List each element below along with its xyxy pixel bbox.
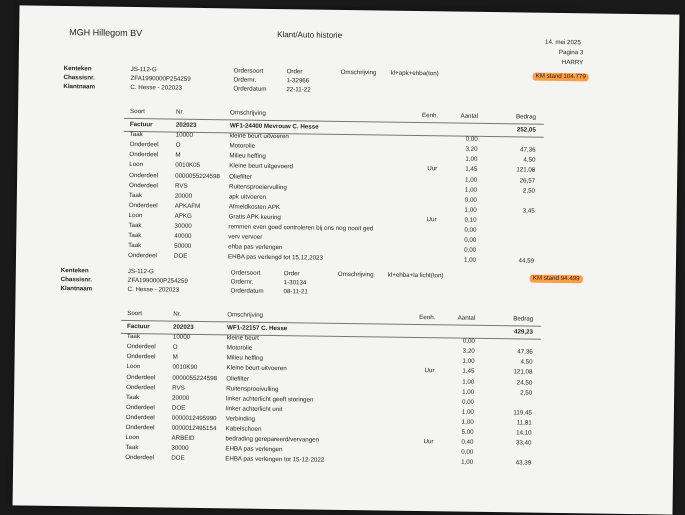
cell-omschrijving: Motorolie <box>229 142 256 150</box>
ordersoort-value: Order <box>286 68 303 76</box>
cell-soort: Onderdeel <box>125 423 155 432</box>
cell-omschrijving: linker achterlicht geeft storingen <box>226 395 314 404</box>
cell-soort: Onderdeel <box>126 373 156 381</box>
cell-omschrijving: Oliefilter <box>226 374 250 383</box>
cell-omschrijving: EHBA pas verlengen <box>225 445 283 454</box>
kenteken-label: Kenteken <box>60 267 89 275</box>
kenteken-label: Kenteken <box>63 65 92 73</box>
cell-nr: 20000 <box>172 394 190 402</box>
cell-soort: Taak <box>129 131 143 139</box>
cell-nr: O <box>172 343 178 351</box>
cell-aantal: 1,00 <box>464 186 478 194</box>
cell-bedrag: 33,40 <box>515 439 532 447</box>
cell-aantal: 3,20 <box>465 145 478 154</box>
cell-omschrijving: Motorolie <box>226 344 253 352</box>
klantnaam-value: C. Hesse - 202023 <box>130 83 183 92</box>
cell-omschrijving: Afmeldkosten APK <box>228 203 281 211</box>
omschrijving-value: kl+apk+ehba(ton) <box>390 69 439 78</box>
cell-omschrijving: Ruitensproeivulling <box>226 384 279 393</box>
cell-omschrijving: Milieu heffing <box>229 152 266 161</box>
cell-nr: 0010K90 <box>172 363 198 372</box>
cell-aantal: 0,00 <box>464 246 477 255</box>
cell-omschrijving: EHBA pas verlengd tot 15,12,2023 <box>227 253 324 262</box>
klantnaam-label: Klantnaam <box>60 285 93 293</box>
omschrijving-value: kl+ehba+la licht(ton) <box>387 271 444 280</box>
col-header-bedrag: Bedrag <box>513 315 534 323</box>
cell-soort: Factuur <box>129 120 153 129</box>
cell-omschrijving: WF1-22157 C. Hesse <box>226 324 288 333</box>
cell-eenh: Uur <box>427 165 438 173</box>
kenteken-value: JS-112-G <box>130 65 157 74</box>
col-header-aantal: Aantal <box>457 314 476 322</box>
cell-omschrijving: Kabelschoen <box>225 425 262 433</box>
cell-soort: Taak <box>126 393 140 401</box>
ordersoort-label: Ordersoort <box>230 269 261 277</box>
document-page <box>13 5 680 514</box>
cell-soort: Taak <box>125 444 139 452</box>
cell-bedrag: 4,50 <box>520 358 533 366</box>
cell-soort: Onderdeel <box>126 353 156 361</box>
klantnaam-value: C. Hesse - 202023 <box>127 285 180 294</box>
cell-nr: DOE <box>171 404 186 412</box>
cell-bedrag: 11,81 <box>516 419 532 427</box>
chassis-label: Chassisnr. <box>60 276 93 284</box>
cell-nr: 0000012495154 <box>171 424 217 433</box>
cell-nr: 202023 <box>172 323 194 331</box>
cell-eenh: Uur <box>423 438 434 446</box>
cell-aantal: 1,00 <box>465 155 478 164</box>
ordersoort-value: Order <box>283 270 300 278</box>
cell-nr: 0000012495990 <box>171 414 217 423</box>
cell-aantal: 1,00 <box>465 176 478 184</box>
cell-soort: Taak <box>128 191 143 199</box>
cell-nr: 10000 <box>172 333 191 341</box>
cell-soort: Onderdeel <box>125 454 155 462</box>
cell-aantal: 0,00 <box>462 337 475 345</box>
cell-omschrijving: kleine beurt <box>226 334 259 342</box>
cell-aantal: 0,00 <box>464 196 477 204</box>
cell-omschrijving: Verbinding <box>225 415 256 423</box>
cell-nr: 30000 <box>171 444 189 453</box>
chassis-label: Chassisnr. <box>63 74 95 82</box>
ordernr-label: Ordernr. <box>233 76 257 84</box>
cell-nr: DOE <box>173 252 188 261</box>
cell-nr: RVS <box>172 384 185 392</box>
page-number: Pagina 3 <box>558 48 584 57</box>
col-header-aantal: Aantal <box>460 112 479 120</box>
cell-soort: Onderdeel <box>128 181 158 189</box>
cell-omschrijving: Oliefilter <box>229 172 252 181</box>
cell-omschrijving: linker achterlicht unit <box>225 405 283 413</box>
cell-nr: 10000 <box>175 131 193 139</box>
cell-omschrijving: ehba pas verlengen <box>228 243 283 252</box>
cell-nr: 0010K05 <box>175 161 201 170</box>
col-header-eenh: Eenh. <box>421 112 439 120</box>
cell-nr: RVS <box>174 182 188 190</box>
cell-bedrag: 14,10 <box>516 429 532 437</box>
cell-aantal: 1,00 <box>462 388 475 396</box>
cell-aantal: 1,00 <box>462 357 475 366</box>
cell-soort: Factuur <box>127 322 150 331</box>
cell-aantal: 1,00 <box>461 418 474 426</box>
cell-nr: M <box>172 353 178 361</box>
ordernr-value: 1-30134 <box>283 279 307 287</box>
cell-eenh: Uur <box>426 216 437 224</box>
cell-bedrag: 4,50 <box>523 156 536 164</box>
cell-aantal: 5,00 <box>461 428 474 436</box>
cell-soort: Loon <box>129 161 144 169</box>
cell-soort: Onderdeel <box>129 141 159 149</box>
cell-aantal: 1,00 <box>462 378 475 386</box>
cell-bedrag: 24,50 <box>516 378 533 387</box>
cell-bedrag: 252,05 <box>516 126 536 134</box>
cell-aantal: 1,00 <box>461 408 474 416</box>
company-name: MGH Hillegom BV <box>69 27 143 39</box>
cell-aantal: 0,00 <box>464 226 477 234</box>
ordersoort-label: Ordersoort <box>233 67 264 75</box>
cell-soort: Onderdeel <box>126 343 156 351</box>
cell-soort: Onderdeel <box>129 171 159 179</box>
cell-soort: Taak <box>128 242 142 250</box>
cell-aantal: 0,00 <box>461 448 474 456</box>
cell-aantal: 0,10 <box>464 216 477 224</box>
cell-bedrag: 3,45 <box>522 207 535 215</box>
cell-aantal: 0,00 <box>464 236 477 244</box>
cell-eenh: Uur <box>424 367 435 375</box>
col-header-nr: Nr. <box>173 310 182 318</box>
cell-bedrag: 43,39 <box>515 459 532 467</box>
cell-aantal: 1,00 <box>461 458 474 467</box>
report-date: 14. mei 2025 <box>545 38 581 47</box>
cell-aantal: 0,40 <box>461 438 474 446</box>
orderdatum-label: Orderdatum <box>233 85 267 93</box>
cell-nr: ARBEID <box>171 434 195 442</box>
km-stand-badge: KM stand 94.499 <box>530 275 583 284</box>
cell-omschrijving: verv vervoer <box>228 233 263 241</box>
cell-nr: 40000 <box>174 232 192 240</box>
omschrijving-label: Omschrijving <box>340 68 377 77</box>
cell-omschrijving: remmen even goed controleren bij ons nog nooit ged <box>228 223 374 233</box>
cell-nr: O <box>175 141 181 149</box>
cell-soort: Taak <box>126 333 141 341</box>
cell-aantal: 0,00 <box>465 135 478 143</box>
cell-omschrijving: EHBA pas verlengen tot 15-12-2022 <box>225 455 325 465</box>
cell-bedrag: 119,45 <box>513 409 532 417</box>
cell-nr: 202023 <box>175 121 197 129</box>
report-title: Klant/Auto historie <box>277 30 343 40</box>
cell-aantal: 1,00 <box>463 256 477 265</box>
orderdatum-label: Orderdatum <box>230 287 264 295</box>
cell-bedrag: 26,57 <box>519 176 536 185</box>
cell-nr: DOE <box>171 454 185 463</box>
cell-bedrag: 47,36 <box>520 146 536 154</box>
cell-omschrijving: Kleine beurt uitgevoerd <box>229 162 293 171</box>
cell-soort: Taak <box>128 221 142 230</box>
cell-bedrag: 429,23 <box>514 328 534 336</box>
cell-bedrag: 2,50 <box>522 187 536 195</box>
cell-aantal: 3,20 <box>462 347 475 355</box>
col-header-bedrag: Bedrag <box>516 113 537 121</box>
cell-omschrijving: kleine beurt uitvoeren <box>229 132 289 141</box>
cell-soort: Onderdeel <box>128 201 158 210</box>
cell-soort: Onderdeel <box>125 403 155 412</box>
cell-aantal: 1,45 <box>465 166 478 174</box>
cell-soort: Onderdeel <box>127 252 157 260</box>
km-stand-badge: KM stand 104.779 <box>533 73 589 82</box>
cell-bedrag: 2,50 <box>520 389 533 397</box>
cell-omschrijving: bedrading gerepareerd/vervangen <box>225 435 320 444</box>
cell-bedrag: 44,59 <box>518 257 535 265</box>
ordernr-value: 1-32966 <box>286 77 310 85</box>
cell-aantal: 1,00 <box>464 206 477 214</box>
cell-nr: 0000055224598 <box>172 374 218 382</box>
cell-nr: 0000055224598 <box>175 172 220 180</box>
cell-omschrijving: Kleine beurt uitvoeren <box>226 364 287 373</box>
col-header-soort: Soort <box>127 309 143 318</box>
cell-omschrijving: apk uitvoeren <box>228 193 267 201</box>
klantnaam-label: Klantnaam <box>63 83 96 91</box>
cell-bedrag: 121,08 <box>516 166 536 175</box>
cell-soort: Loon <box>125 434 140 442</box>
omschrijving-label: Omschrijving <box>337 270 374 279</box>
col-header-omschrijving: Omschrijving <box>229 109 266 117</box>
orderdatum-value: 08-11-21 <box>283 288 308 296</box>
cell-bedrag: 121,08 <box>513 368 533 377</box>
col-header-omschrijving: Omschrijving <box>227 311 264 319</box>
cell-soort: Loon <box>128 211 143 220</box>
cell-nr: APKAFM <box>174 202 201 210</box>
cell-nr: 50000 <box>174 242 192 251</box>
col-header-nr: Nr. <box>175 108 185 116</box>
orderdatum-value: 22-11-22 <box>286 86 311 94</box>
user-name: HARRY <box>561 58 584 67</box>
ordernr-label: Ordernr. <box>230 278 254 286</box>
chassis-value: ZFA1990000P254259 <box>130 74 191 83</box>
cell-aantal: 0,00 <box>461 398 475 406</box>
cell-omschrijving: Gratis APK keuring <box>228 213 281 221</box>
cell-soort: Onderdeel <box>125 413 155 422</box>
col-header-eenh: Eenh. <box>419 314 436 322</box>
cell-soort: Onderdeel <box>126 383 156 391</box>
chassis-value: ZFA1990000P254259 <box>127 276 188 285</box>
cell-soort: Onderdeel <box>129 151 159 159</box>
cell-omschrijving: WF1-24400 Mevrouw C. Hesse <box>229 122 319 131</box>
cell-bedrag: 47,36 <box>517 348 533 356</box>
cell-soort: Taak <box>128 232 142 240</box>
cell-aantal: 1,45 <box>462 368 475 376</box>
cell-nr: 20000 <box>174 192 193 200</box>
cell-soort: Loon <box>126 363 141 371</box>
cell-nr: APKG <box>174 212 192 220</box>
cell-nr: 30000 <box>174 222 192 230</box>
cell-omschrijving: Milieu heffing <box>226 354 264 363</box>
cell-omschrijving: Ruitensproeiervulling <box>228 182 287 191</box>
col-header-soort: Soort <box>130 107 145 116</box>
kenteken-value: JS-112-G <box>127 267 154 276</box>
cell-nr: M <box>175 151 181 159</box>
